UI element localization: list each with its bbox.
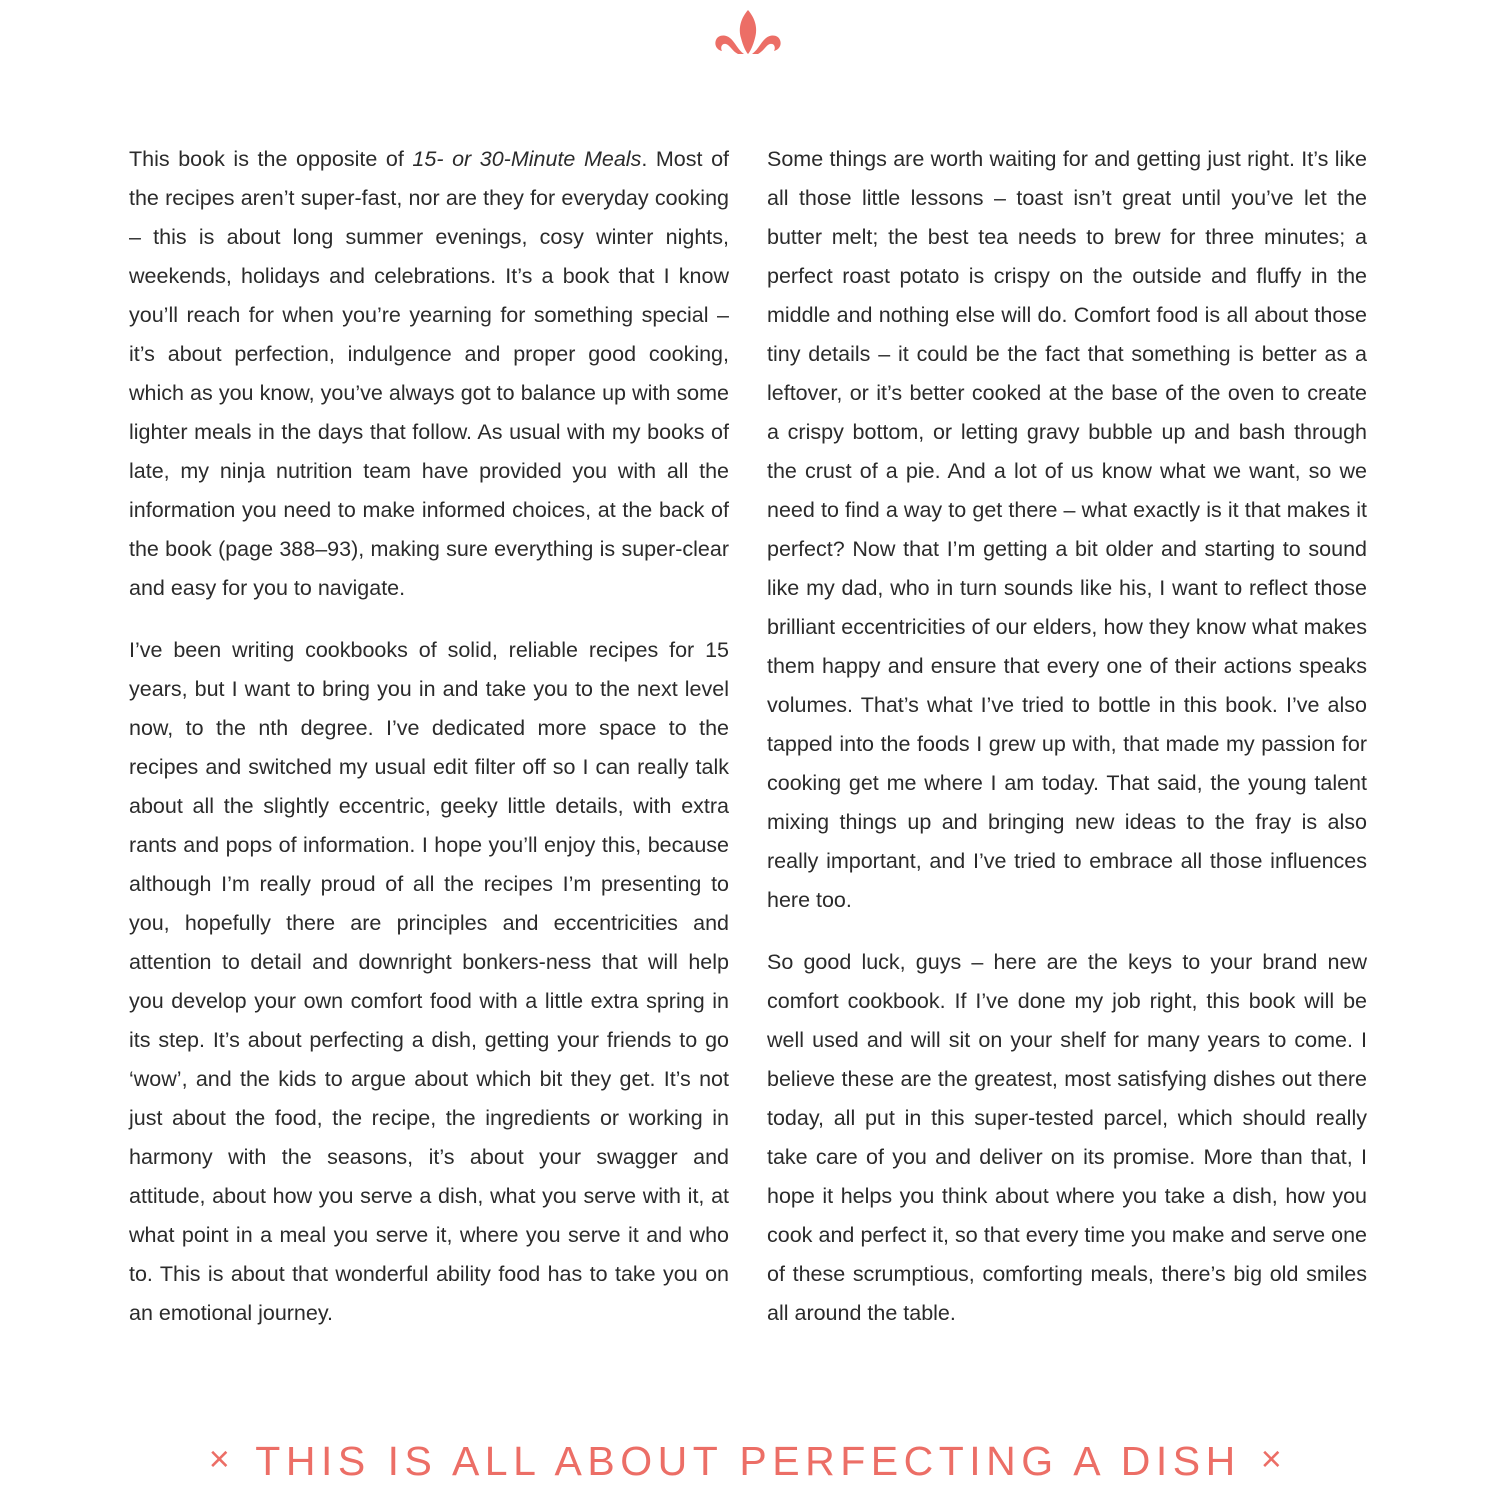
right-text-column <box>767 140 1367 1356</box>
pull-quote <box>0 1438 1496 1485</box>
left-paragraph-1: This book is the opposite of 15- or 30-Minute Meals. Most of the recipes aren’t super-fast, nor are they for everyday cooking – this is about long summer evenings, cosy winter nights, weekends, holidays and celebrations. It’s a book that I know you’ll reach for when you’re yearning for something special – it’s about perfection, indulgence and proper good cooking, which as you know, you’ve always got to balance up with some lighter meals in the days that follow. As usual with my books of late, my ninja nutrition team have provided you with all the information you need to make informed choices, at the back of the book (page 388–93), making sure everything is super-clear and easy for you to navigate. <box>129 147 729 600</box>
book-title-reference: 15- or 30-Minute Meals <box>412 147 642 171</box>
fleuron-icon <box>708 6 788 56</box>
pull-quote-text: THIS IS ALL ABOUT PERFECTING A DISH <box>255 1438 1241 1484</box>
left-text-column <box>129 140 729 1356</box>
left-cross-icon: × <box>208 1438 236 1479</box>
right-paragraph-2: So good luck, guys – here are the keys to your brand new comfort cookbook. If I’ve done my job right, this book will be well used and will sit on your shelf for many years to come. I believe these are the greatest, most satisfying dishes out there today, all put in this super-tested parcel, which should really take care of you and deliver on its promise. More than that, I hope it helps you think about where you take a dish, how you cook and perfect it, so that every time you make and serve one of these scrumptious, comforting meals, there’s big old smiles all around the table. <box>767 950 1367 1325</box>
left-paragraph-2: I’ve been writing cookbooks of solid, reliable recipes for 15 years, but I want to bring you in and take you to the next level now, to the nth degree. I’ve dedicated more space to the recipes and switched my usual edit filter off so I can really talk about all the slightly eccentric, geeky little details, with extra rants and pops of information. I hope you’ll enjoy this, because although I’m really proud of all the recipes I’m presenting to you, hopefully there are principles and eccentricities and attention to detail and downright bonkers-ness that will help you develop your own comfort food with a little extra spring in its step. It’s about perfecting a dish, getting your friends to go ‘wow’, and the kids to argue about which bit they get. It’s not just about the food, the recipe, the ingredients or working in harmony with the seasons, it’s about your swagger and attitude, about how you serve a dish, what you serve with it, at what point in a meal you serve it, where you serve it and who to. This is about that wonderful ability food has to take you on an emotional journey. <box>129 638 729 1325</box>
right-paragraph-1: Some things are worth waiting for and getting just right. It’s like all those little lessons – toast isn’t great until you’ve let the butter melt; the best tea needs to brew for three minutes; a perfect roast potato is crispy on the outside and fluffy in the middle and nothing else will do. Comfort food is all about those tiny details – it could be the fact that something is better as a leftover, or it’s better cooked at the base of the oven to create a crispy bottom, or letting gravy bubble up and bash through the crust of a pie. And a lot of us know what we want, so we need to find a way to get there – what exactly is it that makes it perfect? Now that I’m getting a bit older and starting to sound like my dad, who in turn sounds like his, I want to reflect those brilliant eccentricities of our elders, how they know what makes them happy and ensure that every one of their actions speaks volumes. That’s what I’ve tried to bottle in this book. I’ve also tapped into the foods I grew up with, that made my passion for cooking get me where I am today. That said, the young talent mixing things up and bringing new ideas to the fray is also really important, and I’ve tried to embrace all those influences here too. <box>767 147 1367 912</box>
right-cross-icon: × <box>1260 1438 1288 1479</box>
